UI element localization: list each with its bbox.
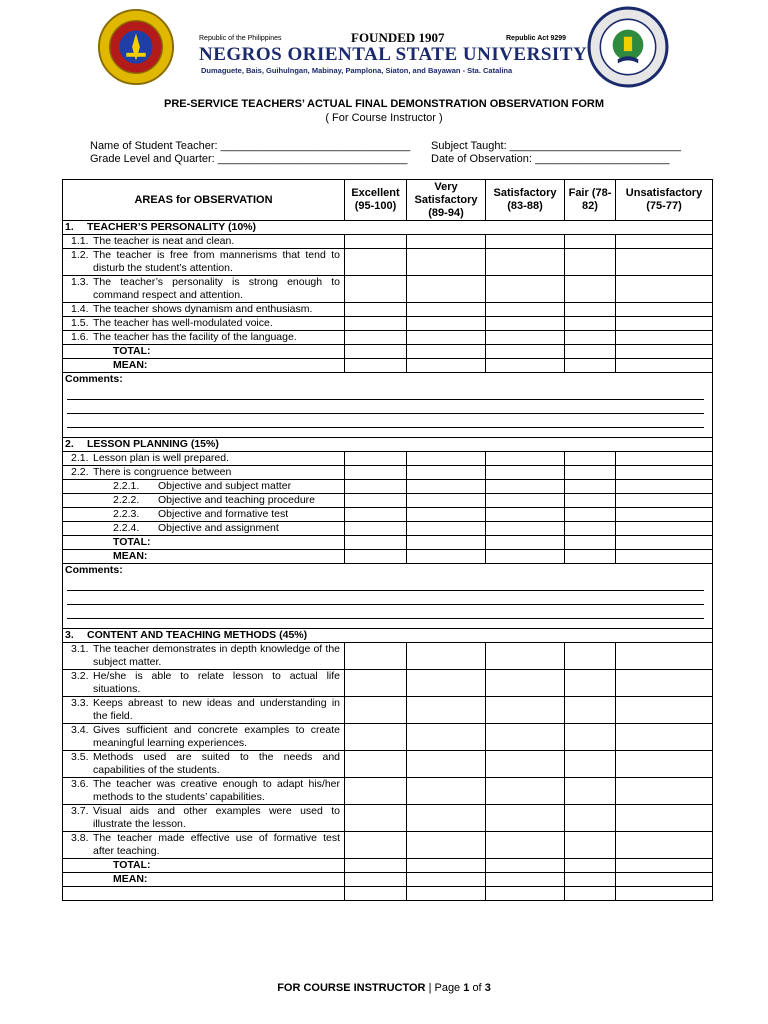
rating-cell-excellent[interactable] [345, 873, 407, 887]
rating-cell-unsatisfactory[interactable] [616, 536, 713, 550]
item-cell [63, 724, 345, 751]
rating-cell-fair[interactable] [565, 550, 616, 564]
rating-cell-excellent[interactable] [345, 508, 407, 522]
rating-cell-fair[interactable] [565, 724, 616, 751]
rating-cell-very-satisfactory[interactable] [407, 873, 486, 887]
empty-cell [345, 887, 407, 901]
rating-cell-unsatisfactory[interactable] [616, 345, 713, 359]
subitem-number: 2.2.4. [113, 522, 140, 534]
rating-cell-unsatisfactory[interactable] [616, 249, 713, 276]
item-number: 3.1. [71, 643, 89, 655]
rating-cell-fair[interactable] [565, 873, 616, 887]
item-cell [63, 643, 345, 670]
rating-cell-very-satisfactory[interactable] [407, 751, 486, 778]
rating-cell-unsatisfactory[interactable] [616, 331, 713, 345]
table-header-row [63, 180, 713, 221]
rating-cell-very-satisfactory[interactable] [407, 643, 486, 670]
rating-cell-excellent[interactable] [345, 235, 407, 249]
subitem-text: Objective and teaching procedure [158, 494, 316, 506]
total-label: TOTAL: [63, 345, 345, 359]
rating-cell-very-satisfactory[interactable] [407, 508, 486, 522]
rating-cell-unsatisfactory[interactable] [616, 724, 713, 751]
section-row [63, 438, 713, 452]
item-number: 2.1. [71, 452, 89, 464]
rating-cell-unsatisfactory[interactable] [616, 508, 713, 522]
rating-cell-excellent[interactable] [345, 466, 407, 480]
item-number: 3.7. [71, 805, 89, 817]
rating-cell-fair[interactable] [565, 643, 616, 670]
section-number: 3. [65, 629, 74, 641]
item-row [63, 670, 713, 697]
rating-cell-satisfactory[interactable] [486, 249, 565, 276]
item-text: The teacher’s personality is strong enough to command respect and attention. [93, 276, 340, 301]
rating-cell-unsatisfactory[interactable] [616, 522, 713, 536]
item-cell [63, 697, 345, 724]
total-row [63, 345, 713, 359]
rating-cell-very-satisfactory[interactable] [407, 859, 486, 873]
rating-cell-very-satisfactory[interactable] [407, 359, 486, 373]
rating-cell-unsatisfactory[interactable] [616, 317, 713, 331]
subitem-cell [63, 480, 345, 494]
item-cell [63, 249, 345, 276]
item-number: 3.6. [71, 778, 89, 790]
item-row [63, 303, 713, 317]
comments-box[interactable] [63, 373, 713, 438]
total-label: TOTAL: [63, 536, 345, 550]
item-text: The teacher is neat and clean. [93, 235, 235, 247]
comments-row [63, 564, 713, 629]
item-row [63, 466, 713, 480]
rating-cell-fair[interactable] [565, 480, 616, 494]
page-footer [0, 982, 768, 994]
rating-cell-satisfactory[interactable] [486, 751, 565, 778]
item-text: Visual aids and other examples were used to illustrate the lesson. [93, 805, 340, 830]
comment-line[interactable] [67, 400, 704, 414]
rating-cell-very-satisfactory[interactable] [407, 724, 486, 751]
rating-cell-satisfactory[interactable] [486, 643, 565, 670]
college-seal-icon [587, 6, 669, 88]
section-heading [63, 221, 713, 235]
campuses-text: Dumaguete, Bais, Guihulngan, Mabinay, Pamplona, Siaton, and Bayawan - Sta. Catalina [201, 66, 513, 75]
rating-cell-very-satisfactory[interactable] [407, 670, 486, 697]
footer-page-word: Page [434, 982, 461, 994]
rating-cell-unsatisfactory[interactable] [616, 550, 713, 564]
rating-cell-satisfactory[interactable] [486, 522, 565, 536]
item-text: The teacher made effective use of formative test after teaching. [93, 832, 340, 857]
subitem-cell [63, 508, 345, 522]
mean-row [63, 873, 713, 887]
empty-cell [407, 887, 486, 901]
rating-cell-very-satisfactory[interactable] [407, 697, 486, 724]
university-name: NEGROS ORIENTAL STATE UNIVERSITY [199, 44, 588, 65]
subject-field[interactable]: Subject Taught: ____________________________ [431, 140, 681, 152]
item-cell [63, 751, 345, 778]
item-cell [63, 317, 345, 331]
rating-cell-very-satisfactory[interactable] [407, 235, 486, 249]
founded-text: FOUNDED 1907 [351, 30, 445, 45]
item-number: 3.8. [71, 832, 89, 844]
comments-label: Comments: [65, 373, 123, 385]
rating-cell-fair[interactable] [565, 303, 616, 317]
comment-line[interactable] [67, 414, 704, 428]
rating-cell-excellent[interactable] [345, 670, 407, 697]
item-text: He/she is able to relate lesson to actual life situations. [93, 670, 340, 695]
rating-cell-very-satisfactory[interactable] [407, 249, 486, 276]
item-text: The teacher demonstrates in depth knowledge of the subject matter. [93, 643, 340, 668]
rating-cell-satisfactory[interactable] [486, 508, 565, 522]
rating-cell-fair[interactable] [565, 345, 616, 359]
item-cell [63, 303, 345, 317]
rating-cell-fair[interactable] [565, 508, 616, 522]
rating-cell-fair[interactable] [565, 751, 616, 778]
rating-cell-very-satisfactory[interactable] [407, 522, 486, 536]
rating-cell-satisfactory[interactable] [486, 873, 565, 887]
subitem-row [63, 522, 713, 536]
subitem-text: Objective and formative test [158, 508, 289, 520]
rating-cell-satisfactory[interactable] [486, 331, 565, 345]
rating-cell-unsatisfactory[interactable] [616, 778, 713, 805]
mean-label: MEAN: [63, 550, 345, 564]
item-row [63, 452, 713, 466]
rating-cell-very-satisfactory[interactable] [407, 317, 486, 331]
item-cell [63, 805, 345, 832]
rating-cell-excellent[interactable] [345, 303, 407, 317]
rating-cell-very-satisfactory[interactable] [407, 480, 486, 494]
section-row [63, 629, 713, 643]
item-text: Lesson plan is well prepared. [93, 452, 229, 464]
item-row [63, 778, 713, 805]
rating-cell-unsatisfactory[interactable] [616, 480, 713, 494]
form-title: PRE-SERVICE TEACHERS’ ACTUAL FINAL DEMONSTRATION OBSERVATION FORM [163, 98, 605, 110]
rating-cell-unsatisfactory[interactable] [616, 873, 713, 887]
item-cell [63, 235, 345, 249]
item-number: 3.3. [71, 697, 89, 709]
rating-cell-unsatisfactory[interactable] [616, 494, 713, 508]
rating-cell-excellent[interactable] [345, 778, 407, 805]
rating-cell-excellent[interactable] [345, 805, 407, 832]
mean-label: MEAN: [63, 873, 345, 887]
rating-cell-fair[interactable] [565, 452, 616, 466]
item-text: There is congruence between [93, 466, 232, 478]
rating-cell-satisfactory[interactable] [486, 832, 565, 859]
mean-row [63, 550, 713, 564]
rating-cell-unsatisfactory[interactable] [616, 452, 713, 466]
item-cell [63, 832, 345, 859]
item-text: Gives sufficient and concrete examples to create meaningful learning experiences. [93, 724, 340, 749]
rating-cell-fair[interactable] [565, 276, 616, 303]
item-row [63, 235, 713, 249]
rating-cell-unsatisfactory[interactable] [616, 466, 713, 480]
subitem-text: Objective and assignment [158, 522, 279, 534]
rating-cell-excellent[interactable] [345, 697, 407, 724]
rating-cell-fair[interactable] [565, 317, 616, 331]
rating-cell-unsatisfactory[interactable] [616, 276, 713, 303]
section-number: 1. [65, 221, 74, 233]
rating-cell-satisfactory[interactable] [486, 452, 565, 466]
date-field[interactable]: Date of Observation: ______________________ [431, 153, 670, 165]
item-cell [63, 276, 345, 303]
rating-cell-fair[interactable] [565, 697, 616, 724]
rating-cell-satisfactory[interactable] [486, 805, 565, 832]
item-text: The teacher is free from mannerisms that tend to disturb the student’s attention. [93, 249, 340, 274]
total-row [63, 536, 713, 550]
rating-cell-excellent[interactable] [345, 331, 407, 345]
item-row [63, 276, 713, 303]
rating-cell-unsatisfactory[interactable] [616, 832, 713, 859]
rating-cell-satisfactory[interactable] [486, 778, 565, 805]
item-cell [63, 331, 345, 345]
rating-cell-satisfactory[interactable] [486, 466, 565, 480]
name-field[interactable]: Name of Student Teacher: _______________________________ [90, 140, 411, 152]
section-number: 2. [65, 438, 74, 450]
rating-cell-excellent[interactable] [345, 550, 407, 564]
item-cell [63, 452, 345, 466]
republic-act-text: Republic Act 9299 [506, 35, 567, 42]
rating-cell-fair[interactable] [565, 805, 616, 832]
rating-cell-very-satisfactory[interactable] [407, 536, 486, 550]
rating-cell-satisfactory[interactable] [486, 345, 565, 359]
subitem-text: Objective and subject matter [158, 480, 292, 492]
mean-label: MEAN: [63, 359, 345, 373]
letterhead [95, 8, 675, 88]
rating-cell-fair[interactable] [565, 670, 616, 697]
subitem-cell [63, 494, 345, 508]
rating-cell-satisfactory[interactable] [486, 724, 565, 751]
comment-line[interactable] [67, 591, 704, 605]
section-title: TEACHER’S PERSONALITY (10%) [87, 221, 256, 233]
section-title: LESSON PLANNING (15%) [87, 438, 219, 450]
item-number: 1.1. [71, 235, 89, 247]
comment-line[interactable] [67, 386, 704, 400]
rating-cell-excellent[interactable] [345, 249, 407, 276]
header-very-satisfactory: Very Satisfactory (89-94) [407, 180, 486, 221]
rating-cell-fair[interactable] [565, 859, 616, 873]
subitem-number: 2.2.1. [113, 480, 140, 492]
rating-cell-fair[interactable] [565, 235, 616, 249]
mean-row [63, 359, 713, 373]
rating-cell-unsatisfactory[interactable] [616, 643, 713, 670]
rating-cell-fair[interactable] [565, 536, 616, 550]
header-areas: AREAS for OBSERVATION [63, 180, 345, 221]
rating-cell-unsatisfactory[interactable] [616, 359, 713, 373]
rating-cell-very-satisfactory[interactable] [407, 466, 486, 480]
rating-cell-excellent[interactable] [345, 536, 407, 550]
rating-cell-excellent[interactable] [345, 276, 407, 303]
header-fair: Fair (78-82) [565, 180, 616, 221]
rating-cell-fair[interactable] [565, 522, 616, 536]
republic-text: Republic of the Philippines [199, 35, 282, 42]
rating-cell-fair[interactable] [565, 359, 616, 373]
item-cell [63, 466, 345, 480]
comments-row [63, 373, 713, 438]
rating-cell-satisfactory[interactable] [486, 697, 565, 724]
item-text: Methods used are suited to the needs and capabilities of the students. [93, 751, 340, 776]
subitem-row [63, 494, 713, 508]
rating-cell-unsatisfactory[interactable] [616, 697, 713, 724]
empty-row [63, 887, 713, 901]
rating-cell-excellent[interactable] [345, 643, 407, 670]
item-row [63, 724, 713, 751]
item-text: The teacher shows dynamism and enthusiasm. [93, 303, 313, 315]
empty-cell [63, 887, 345, 901]
rating-cell-very-satisfactory[interactable] [407, 303, 486, 317]
rating-cell-fair[interactable] [565, 778, 616, 805]
item-cell [63, 670, 345, 697]
rating-cell-excellent[interactable] [345, 724, 407, 751]
rating-cell-unsatisfactory[interactable] [616, 303, 713, 317]
empty-cell [616, 887, 713, 901]
rating-cell-satisfactory[interactable] [486, 670, 565, 697]
rating-cell-excellent[interactable] [345, 494, 407, 508]
empty-cell [565, 887, 616, 901]
observation-table [62, 179, 713, 901]
item-number: 3.4. [71, 724, 89, 736]
item-number: 2.2. [71, 466, 89, 478]
comments-box[interactable] [63, 564, 713, 629]
rating-cell-very-satisfactory[interactable] [407, 494, 486, 508]
item-number: 3.2. [71, 670, 89, 682]
rating-cell-excellent[interactable] [345, 859, 407, 873]
grade-field[interactable]: Grade Level and Quarter: _______________________________ [90, 153, 408, 165]
rating-cell-unsatisfactory[interactable] [616, 235, 713, 249]
comment-line[interactable] [67, 605, 704, 619]
footer-page-num: 1 [463, 982, 470, 994]
rating-cell-excellent[interactable] [345, 522, 407, 536]
rating-cell-fair[interactable] [565, 832, 616, 859]
subitem-number: 2.2.3. [113, 508, 140, 520]
rating-cell-satisfactory[interactable] [486, 359, 565, 373]
footer-separator: | [428, 982, 432, 994]
rating-cell-very-satisfactory[interactable] [407, 832, 486, 859]
subitem-number: 2.2.2. [113, 494, 140, 506]
item-number: 1.5. [71, 317, 89, 329]
rating-cell-excellent[interactable] [345, 751, 407, 778]
item-row [63, 751, 713, 778]
item-number: 1.3. [71, 276, 89, 288]
comment-line[interactable] [67, 577, 704, 591]
subitem-row [63, 480, 713, 494]
item-row [63, 249, 713, 276]
rating-cell-fair[interactable] [565, 249, 616, 276]
item-row [63, 805, 713, 832]
rating-cell-unsatisfactory[interactable] [616, 859, 713, 873]
rating-cell-excellent[interactable] [345, 480, 407, 494]
item-number: 3.5. [71, 751, 89, 763]
total-label: TOTAL: [63, 859, 345, 873]
section-heading [63, 438, 713, 452]
item-row [63, 697, 713, 724]
item-text: The teacher has the facility of the language. [93, 331, 297, 343]
rating-cell-satisfactory[interactable] [486, 317, 565, 331]
rating-cell-unsatisfactory[interactable] [616, 751, 713, 778]
footer-label: FOR COURSE INSTRUCTOR [277, 982, 426, 994]
item-row [63, 331, 713, 345]
rating-cell-satisfactory[interactable] [486, 859, 565, 873]
header-excellent: Excellent (95-100) [345, 180, 407, 221]
rating-cell-satisfactory[interactable] [486, 550, 565, 564]
item-cell [63, 778, 345, 805]
footer-total-pages: 3 [484, 982, 491, 994]
rating-cell-excellent[interactable] [345, 832, 407, 859]
subitem-cell [63, 522, 345, 536]
rating-cell-satisfactory[interactable] [486, 235, 565, 249]
rating-cell-very-satisfactory[interactable] [407, 550, 486, 564]
empty-cell [486, 887, 565, 901]
rating-cell-very-satisfactory[interactable] [407, 805, 486, 832]
total-row [63, 859, 713, 873]
item-text: The teacher was creative enough to adapt his/her methods to the students’ capabilities. [93, 778, 340, 803]
section-heading [63, 629, 713, 643]
rating-cell-unsatisfactory[interactable] [616, 805, 713, 832]
rating-cell-fair[interactable] [565, 494, 616, 508]
form-subtitle: ( For Course Instructor ) [325, 112, 443, 124]
rating-cell-very-satisfactory[interactable] [407, 331, 486, 345]
item-row [63, 317, 713, 331]
item-number: 1.2. [71, 249, 89, 261]
rating-cell-very-satisfactory[interactable] [407, 276, 486, 303]
item-number: 1.6. [71, 331, 89, 343]
rating-cell-fair[interactable] [565, 331, 616, 345]
rating-cell-excellent[interactable] [345, 345, 407, 359]
item-number: 1.4. [71, 303, 89, 315]
item-text: Keeps abreast to new ideas and understanding in the field. [93, 697, 340, 722]
item-row [63, 832, 713, 859]
item-row [63, 643, 713, 670]
rating-cell-satisfactory[interactable] [486, 494, 565, 508]
section-row [63, 221, 713, 235]
rating-cell-satisfactory[interactable] [486, 480, 565, 494]
university-seal-icon [97, 8, 175, 86]
header-unsatisfactory: Unsatisfactory (75-77) [616, 180, 713, 221]
rating-cell-excellent[interactable] [345, 317, 407, 331]
rating-cell-very-satisfactory[interactable] [407, 778, 486, 805]
comments-label: Comments: [65, 564, 123, 576]
section-title: CONTENT AND TEACHING METHODS (45%) [87, 629, 308, 641]
rating-cell-satisfactory[interactable] [486, 276, 565, 303]
rating-cell-unsatisfactory[interactable] [616, 670, 713, 697]
rating-cell-satisfactory[interactable] [486, 303, 565, 317]
footer-of-word: of [472, 982, 482, 994]
rating-cell-excellent[interactable] [345, 359, 407, 373]
rating-cell-very-satisfactory[interactable] [407, 345, 486, 359]
subitem-row [63, 508, 713, 522]
rating-cell-fair[interactable] [565, 466, 616, 480]
header-satisfactory: Satisfactory (83-88) [486, 180, 565, 221]
rating-cell-very-satisfactory[interactable] [407, 452, 486, 466]
rating-cell-excellent[interactable] [345, 452, 407, 466]
item-text: The teacher has well-modulated voice. [93, 317, 273, 329]
rating-cell-satisfactory[interactable] [486, 536, 565, 550]
